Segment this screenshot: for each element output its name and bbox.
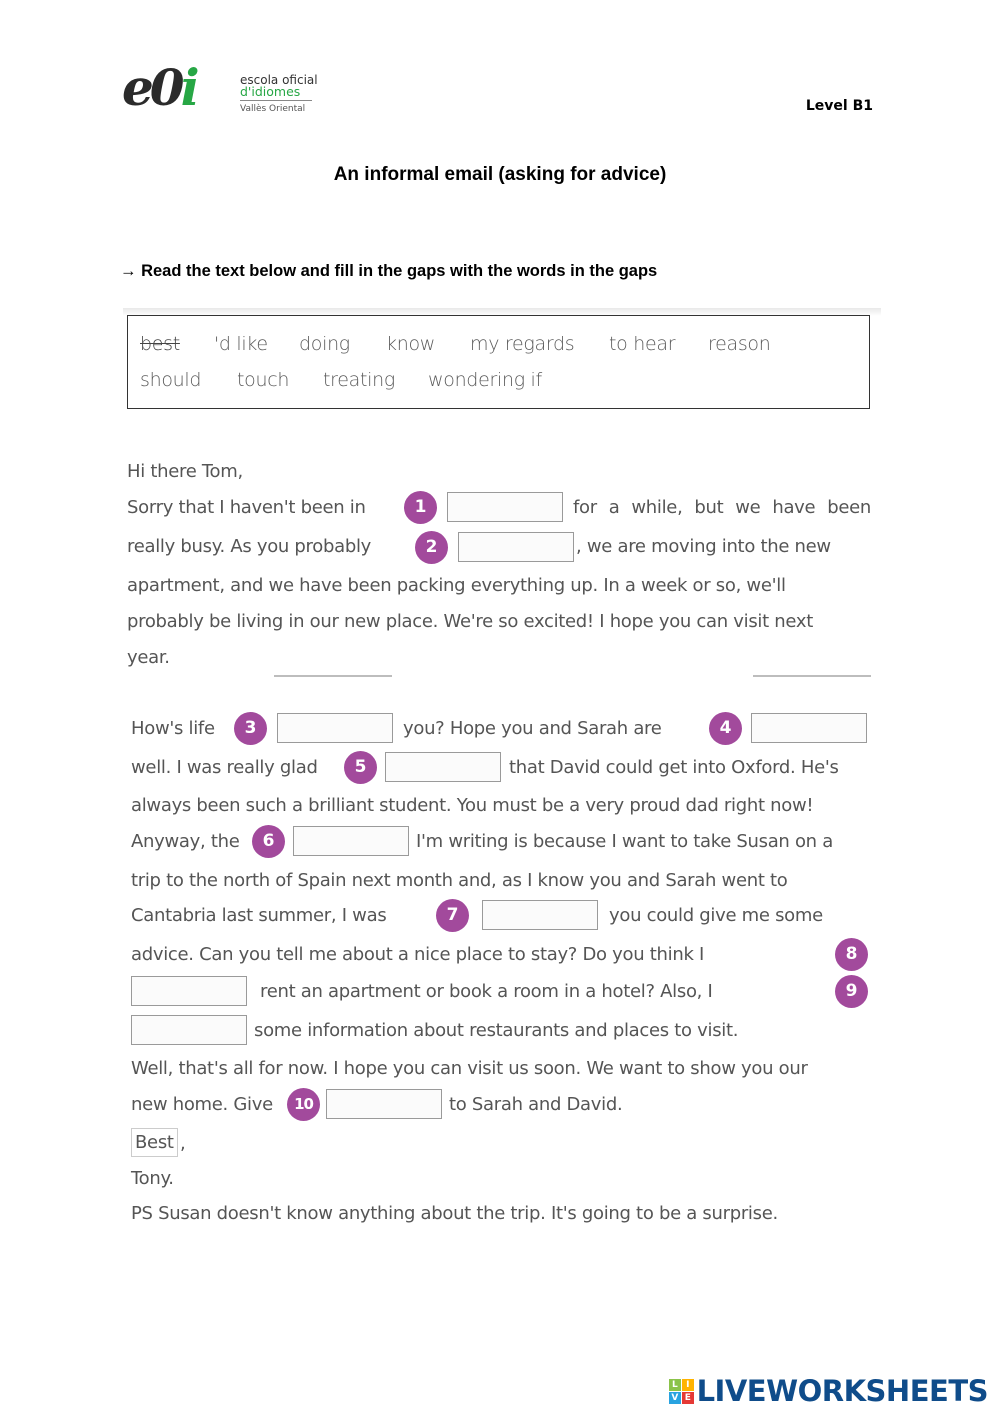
gap-number-badge: 10 [287,1088,320,1121]
text-line: you could give me some [609,905,823,926]
text-line: , we are moving into the new [576,536,831,557]
text-line: How's life [131,718,215,739]
text-line: some information about restaurants and places to visit. [254,1020,739,1041]
gap-input-5[interactable] [385,752,501,782]
gap-number-badge: 6 [252,825,285,858]
text-line: that David could get into Oxford. He's [509,757,839,778]
logo-text [240,74,318,115]
text-line: Anyway, the [131,831,240,852]
word-bank-item: my regards [470,333,575,355]
word-bank-item: doing [299,333,350,355]
gap-number-badge: 2 [415,531,448,564]
gap-input-10[interactable] [326,1089,442,1119]
logo-line-2: d'idiomes [240,84,301,99]
text-line: new home. Give [131,1094,273,1115]
postscript: PS Susan doesn't know anything about the trip. It's going to be a surprise. [131,1203,778,1224]
gap-input-9[interactable] [131,1015,247,1045]
word-bank-item: best [140,333,180,355]
page-title: An informal email (asking for advice) [333,164,667,185]
closing-comma: , [180,1133,186,1154]
icon-letter: E [682,1392,694,1404]
liveworksheets-logo [669,1374,988,1408]
gap-input-1[interactable] [447,492,563,522]
text-line: you? Hope you and Sarah are [403,718,662,739]
icon-letter: I [682,1379,694,1391]
text-line: apartment, and we have been packing everything up. In a week or so, we'll [127,575,786,596]
greeting: Hi there Tom, [127,461,243,482]
text-line: to Sarah and David. [449,1094,623,1115]
word-bank [127,315,870,409]
instruction: → Read the text below and fill in the gaps with the words in the gaps [120,262,658,280]
text-line: Well, that's all for now. I hope you can visit us soon. We want to show you our [131,1058,808,1079]
gap-number-badge: 9 [835,975,868,1008]
gap-number-badge: 3 [234,712,267,745]
level-label: Level B1 [805,98,873,114]
word-bank-item: 'd like [214,333,268,355]
logo-line-3: Vallès Oriental [240,100,312,115]
text-line: for a while, but we have been [573,497,871,518]
liveworksheets-icon [669,1379,694,1404]
divider [753,675,871,677]
gap-input-3[interactable] [277,713,393,743]
text-line: advice. Can you tell me about a nice place to stay? Do you think I [131,944,704,965]
word-bank-item: reason [708,333,771,355]
word-bank-item: treating [323,369,395,391]
closing [131,1128,178,1157]
word-bank-item: to hear [609,333,676,355]
text-line: really busy. As you probably [127,536,372,557]
logo-line-1: escola oficial [240,73,318,87]
text-line: year. [127,647,170,668]
word-bank-item: wondering if [428,369,542,391]
word-bank-item: touch [237,369,290,391]
gap-input-8[interactable] [131,976,247,1006]
icon-letter: L [669,1379,681,1391]
text-line: always been such a brilliant student. You must be a very proud dad right now! [131,795,814,816]
signature: Tony. [131,1168,174,1189]
text-line: Cantabria last summer, I was [131,905,387,926]
closing-word: Best [135,1132,174,1153]
gap-number-badge: 7 [436,899,469,932]
gap-input-4[interactable] [751,713,867,743]
gap-number-badge: 4 [709,712,742,745]
divider [274,675,392,677]
word-bank-item: should [140,369,202,391]
gap-number-badge: 1 [404,491,437,524]
gap-number-badge: 8 [835,938,868,971]
gap-input-7[interactable] [482,900,598,930]
text-line: I'm writing is because I want to take Susan on a [416,831,833,852]
text-line: well. I was really glad [131,757,318,778]
text-line: trip to the north of Spain next month and, as I know you and Sarah went to [131,870,788,891]
icon-letter: V [669,1392,681,1404]
text-line: rent an apartment or book a room in a hotel? Also, I [260,981,713,1002]
school-logo [122,60,322,120]
brand-name: LIVEWORKSHEETS [696,1374,988,1408]
word-bank-item: know [386,333,436,355]
text-line: Sorry that I haven't been in [127,497,366,518]
logo-mark: e0i [122,58,196,117]
gap-number-badge: 5 [344,751,377,784]
text-line: probably be living in our new place. We're so excited! I hope you can visit next [127,611,813,632]
gap-input-2[interactable] [458,532,574,562]
gap-input-6[interactable] [293,826,409,856]
